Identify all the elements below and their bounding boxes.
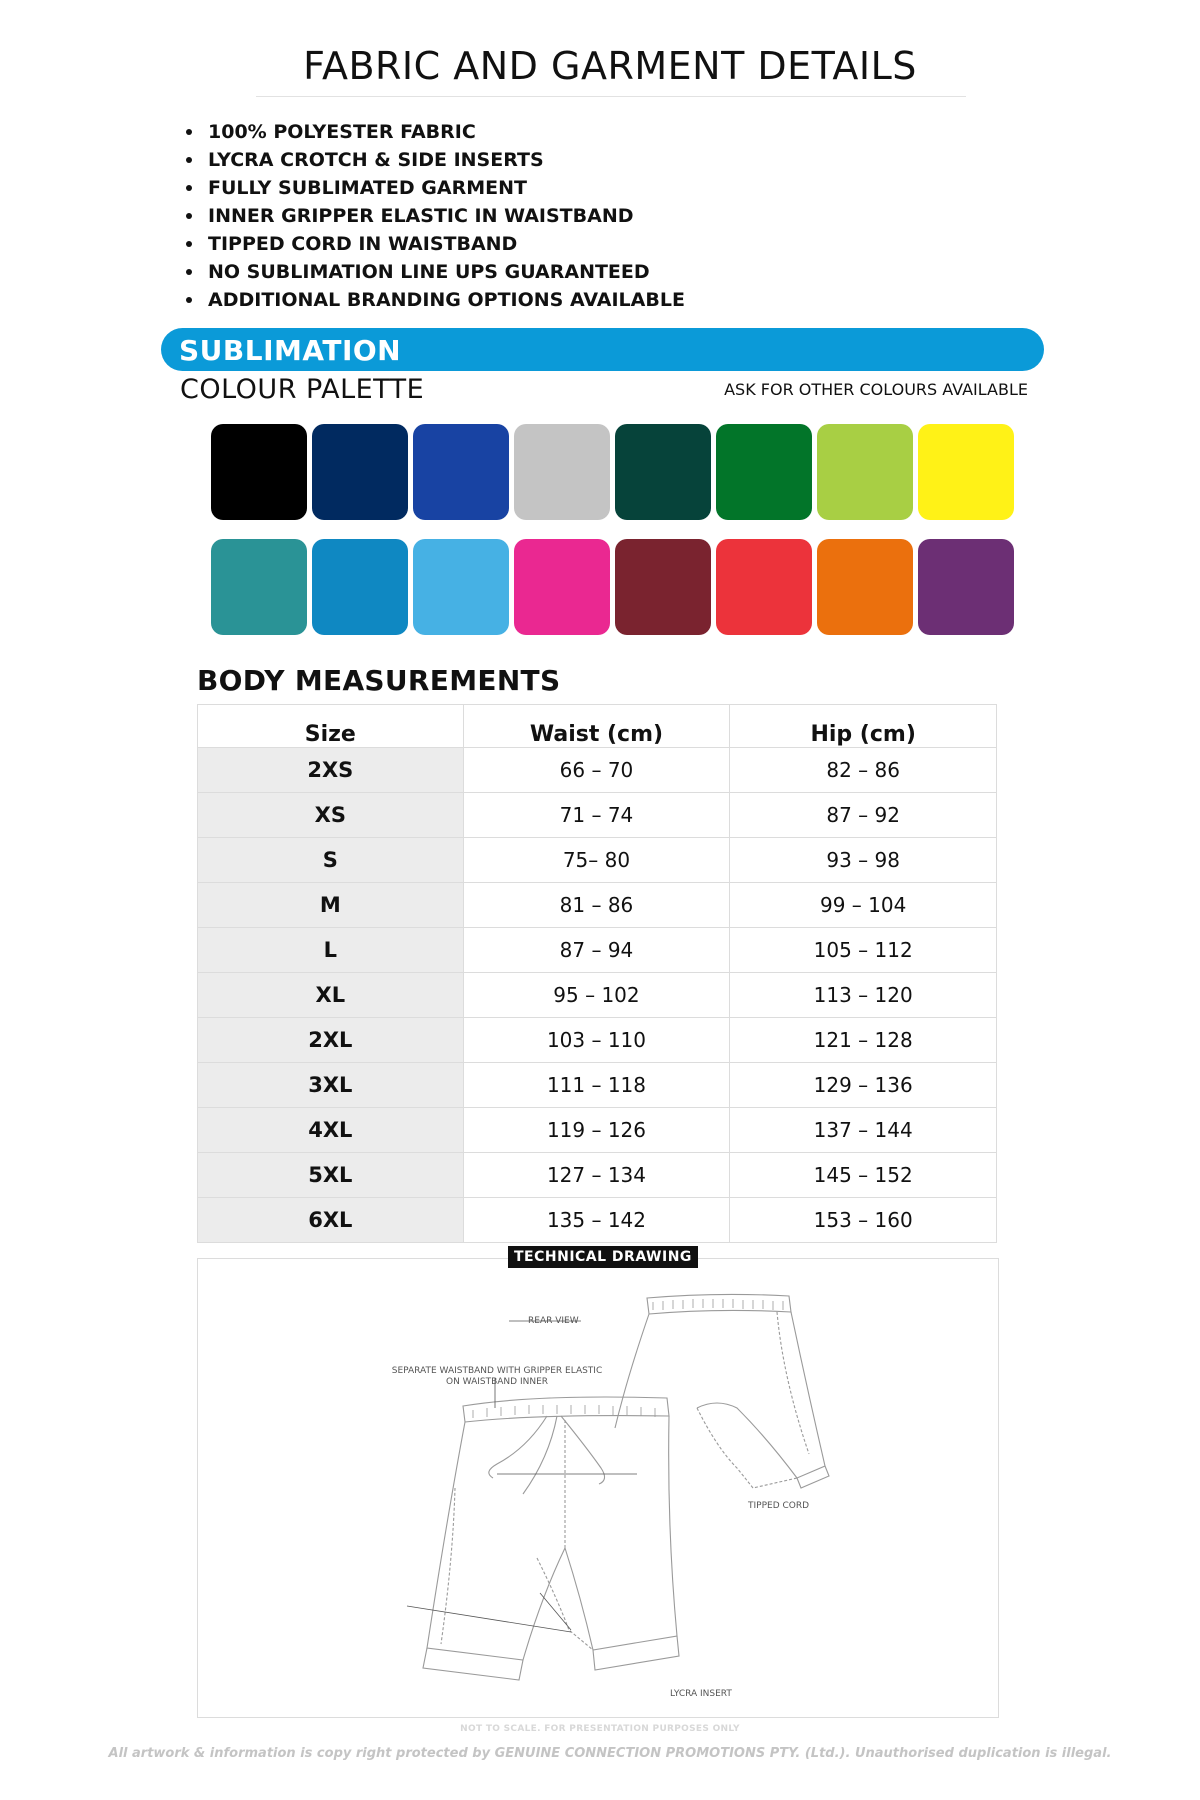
size-cell: M [198, 883, 464, 928]
waist-cell: 119 – 126 [463, 1108, 730, 1153]
size-cell: L [198, 928, 464, 973]
colour-swatch [312, 424, 408, 520]
callout-tipped-cord: TIPPED CORD [748, 1501, 810, 1511]
table-row [198, 1063, 997, 1108]
waist-cell: 81 – 86 [463, 883, 730, 928]
waist-cell: 127 – 134 [463, 1153, 730, 1198]
table-row [198, 1018, 997, 1063]
callout-rear-view: REAR VIEW [528, 1316, 579, 1326]
table-row [198, 928, 997, 973]
measurements-title: BODY MEASUREMENTS [197, 664, 561, 697]
table-row [198, 793, 997, 838]
feature-item: NO SUBLIMATION LINE UPS GUARANTEED [186, 258, 685, 286]
waist-cell: 71 – 74 [463, 793, 730, 838]
column-header-hip: Hip (cm) [730, 705, 997, 748]
colour-swatch [817, 424, 913, 520]
colour-swatch [514, 424, 610, 520]
colour-swatch [918, 424, 1014, 520]
hip-cell: 99 – 104 [730, 883, 997, 928]
waist-cell: 87 – 94 [463, 928, 730, 973]
hip-cell: 113 – 120 [730, 973, 997, 1018]
colour-swatch [615, 539, 711, 635]
size-cell: 5XL [198, 1153, 464, 1198]
feature-item: TIPPED CORD IN WAISTBAND [186, 230, 685, 258]
colour-swatch [918, 539, 1014, 635]
banner-label: SUBLIMATION [179, 334, 402, 367]
feature-item: ADDITIONAL BRANDING OPTIONS AVAILABLE [186, 286, 685, 314]
table-header-row [198, 705, 997, 748]
waist-cell: 111 – 118 [463, 1063, 730, 1108]
waist-cell: 95 – 102 [463, 973, 730, 1018]
table-row [198, 1108, 997, 1153]
colour-swatch [312, 539, 408, 635]
shorts-technical-drawing [197, 1258, 997, 1716]
technical-drawing-label: TECHNICAL DRAWING [508, 1246, 698, 1268]
size-cell: XS [198, 793, 464, 838]
table-row [198, 748, 997, 793]
feature-item: 100% POLYESTER FABRIC [186, 118, 685, 146]
table-row [198, 1198, 997, 1243]
waist-cell: 103 – 110 [463, 1018, 730, 1063]
hip-cell: 82 – 86 [730, 748, 997, 793]
colour-swatch [514, 539, 610, 635]
copyright-notice: All artwork & information is copy right protected by GENUINE CONNECTION PROMOTIONS PTY. (Ltd.). Unauthorised duplication is illegal. [108, 1746, 1112, 1761]
colour-swatch [413, 424, 509, 520]
palette-note: ASK FOR OTHER COLOURS AVAILABLE [724, 380, 1028, 399]
colour-swatch [615, 424, 711, 520]
title-divider [256, 96, 966, 97]
column-header-waist: Waist (cm) [463, 705, 730, 748]
colour-swatch [211, 539, 307, 635]
hip-cell: 137 – 144 [730, 1108, 997, 1153]
column-header-size: Size [198, 705, 464, 748]
waist-cell: 66 – 70 [463, 748, 730, 793]
size-cell: 2XL [198, 1018, 464, 1063]
feature-item: LYCRA CROTCH & SIDE INSERTS [186, 146, 685, 174]
size-cell: 4XL [198, 1108, 464, 1153]
waist-cell: 75– 80 [463, 838, 730, 883]
hip-cell: 121 – 128 [730, 1018, 997, 1063]
page-title: FABRIC AND GARMENT DETAILS [303, 44, 917, 88]
size-cell: S [198, 838, 464, 883]
hip-cell: 87 – 92 [730, 793, 997, 838]
hip-cell: 153 – 160 [730, 1198, 997, 1243]
colour-swatch [413, 539, 509, 635]
hip-cell: 145 – 152 [730, 1153, 997, 1198]
sublimation-banner [161, 328, 1044, 371]
table-body [198, 748, 997, 1243]
lycra-insert-leader-2 [540, 1593, 571, 1630]
waist-cell: 135 – 142 [463, 1198, 730, 1243]
palette-title: COLOUR PALETTE [180, 374, 425, 405]
table-row [198, 973, 997, 1018]
table-row [198, 838, 997, 883]
feature-list [186, 118, 685, 314]
front-view-shorts [423, 1397, 679, 1680]
colour-swatch [817, 539, 913, 635]
hip-cell: 129 – 136 [730, 1063, 997, 1108]
feature-item: INNER GRIPPER ELASTIC IN WAISTBAND [186, 202, 685, 230]
colour-swatch [211, 424, 307, 520]
size-cell: 6XL [198, 1198, 464, 1243]
colour-swatch [716, 539, 812, 635]
colour-swatch [716, 424, 812, 520]
callout-lycra-insert: LYCRA INSERT [670, 1689, 732, 1699]
rear-view-shorts [615, 1294, 829, 1488]
table-row [198, 883, 997, 928]
callout-waistband: SEPARATE WAISTBAND WITH GRIPPER ELASTIC ON WAISTBAND INNER [391, 1366, 603, 1387]
table-row [198, 1153, 997, 1198]
size-cell: 2XS [198, 748, 464, 793]
feature-item: FULLY SUBLIMATED GARMENT [186, 174, 685, 202]
measurements-table [197, 704, 997, 1243]
hip-cell: 93 – 98 [730, 838, 997, 883]
hip-cell: 105 – 112 [730, 928, 997, 973]
size-cell: 3XL [198, 1063, 464, 1108]
scale-note: NOT TO SCALE. FOR PRESENTATION PURPOSES ONLY [460, 1724, 740, 1734]
size-cell: XL [198, 973, 464, 1018]
